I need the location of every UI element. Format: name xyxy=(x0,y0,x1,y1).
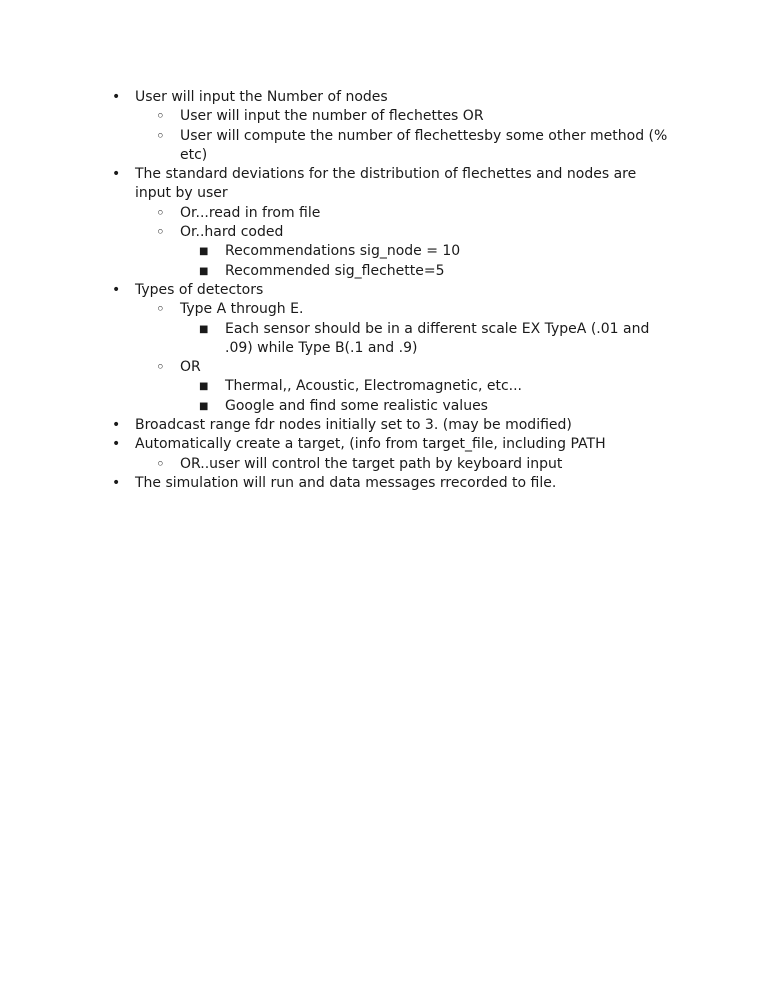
sub-list-item-text: ◦ OR xyxy=(180,359,201,376)
list-item xyxy=(135,474,675,493)
list-item xyxy=(135,416,675,435)
list-item xyxy=(135,281,675,416)
list-item xyxy=(135,165,675,281)
bullet-list xyxy=(0,88,675,493)
sub-list xyxy=(135,204,677,281)
sub-sub-list xyxy=(180,242,677,281)
sub-sub-list-item xyxy=(225,262,677,281)
sub-sub-list-item-text: ■ Recommended sig_flechette=5 xyxy=(225,262,445,279)
sub-list-item xyxy=(180,358,677,416)
sub-sub-list-item xyxy=(225,377,677,396)
document-page xyxy=(0,88,768,493)
sub-list-item xyxy=(180,204,677,223)
sub-list-item-text: ◦ User will input the number of flechettes OR xyxy=(180,108,484,125)
sub-sub-list-item-text: ■ Recommendations sig_node = 10 xyxy=(225,243,461,260)
sub-list-item-text: ◦ Or...read in from file xyxy=(180,204,321,221)
sub-sub-list-item xyxy=(225,397,677,416)
sub-list xyxy=(135,107,677,165)
list-item-text: • User will input the Number of nodes xyxy=(135,89,388,105)
sub-list xyxy=(135,300,677,416)
sub-list xyxy=(135,455,677,474)
sub-list-item xyxy=(180,127,677,166)
sub-sub-list-item-text: ■ Thermal,, Acoustic, Electromagnetic, etc... xyxy=(225,378,523,395)
list-item xyxy=(135,88,675,165)
list-item-text: • Automatically create a target, (info from target_file, including PATH xyxy=(135,436,606,453)
sub-list-item xyxy=(180,107,677,126)
sub-list-item-text: ◦ OR..user will control the target path by keyboard input xyxy=(180,455,563,472)
list-item-text: • The standard deviations for the distribution of flechettes and nodes are input by user xyxy=(135,166,637,202)
sub-list-item xyxy=(180,455,677,474)
sub-list-item-text: ◦ Type A through E. xyxy=(180,301,304,318)
list-item-text: • The simulation will run and data messages rrecorded to file. xyxy=(135,474,557,491)
sub-sub-list-item-text: ■ Each sensor should be in a different scale EX TypeA (.01 and .09) while Type B(.1 and .9) xyxy=(225,320,650,356)
list-item xyxy=(135,435,675,474)
sub-sub-list-item xyxy=(225,320,677,359)
sub-list-item xyxy=(180,223,677,281)
sub-sub-list xyxy=(180,320,677,359)
list-item-text: • Types of detectors xyxy=(135,281,264,298)
sub-sub-list-item-text: ■ Google and find some realistic values xyxy=(225,397,488,414)
sub-list-item-text: ◦ User will compute the number of flechettesby some other method (% etc) xyxy=(180,127,668,163)
sub-list-item xyxy=(180,300,677,358)
list-item-text: • Broadcast range fdr nodes initially set to 3. (may be modified) xyxy=(135,417,572,434)
sub-sub-list-item xyxy=(225,242,677,261)
sub-sub-list xyxy=(180,377,677,416)
sub-list-item-text: ◦ Or..hard coded xyxy=(180,224,284,241)
